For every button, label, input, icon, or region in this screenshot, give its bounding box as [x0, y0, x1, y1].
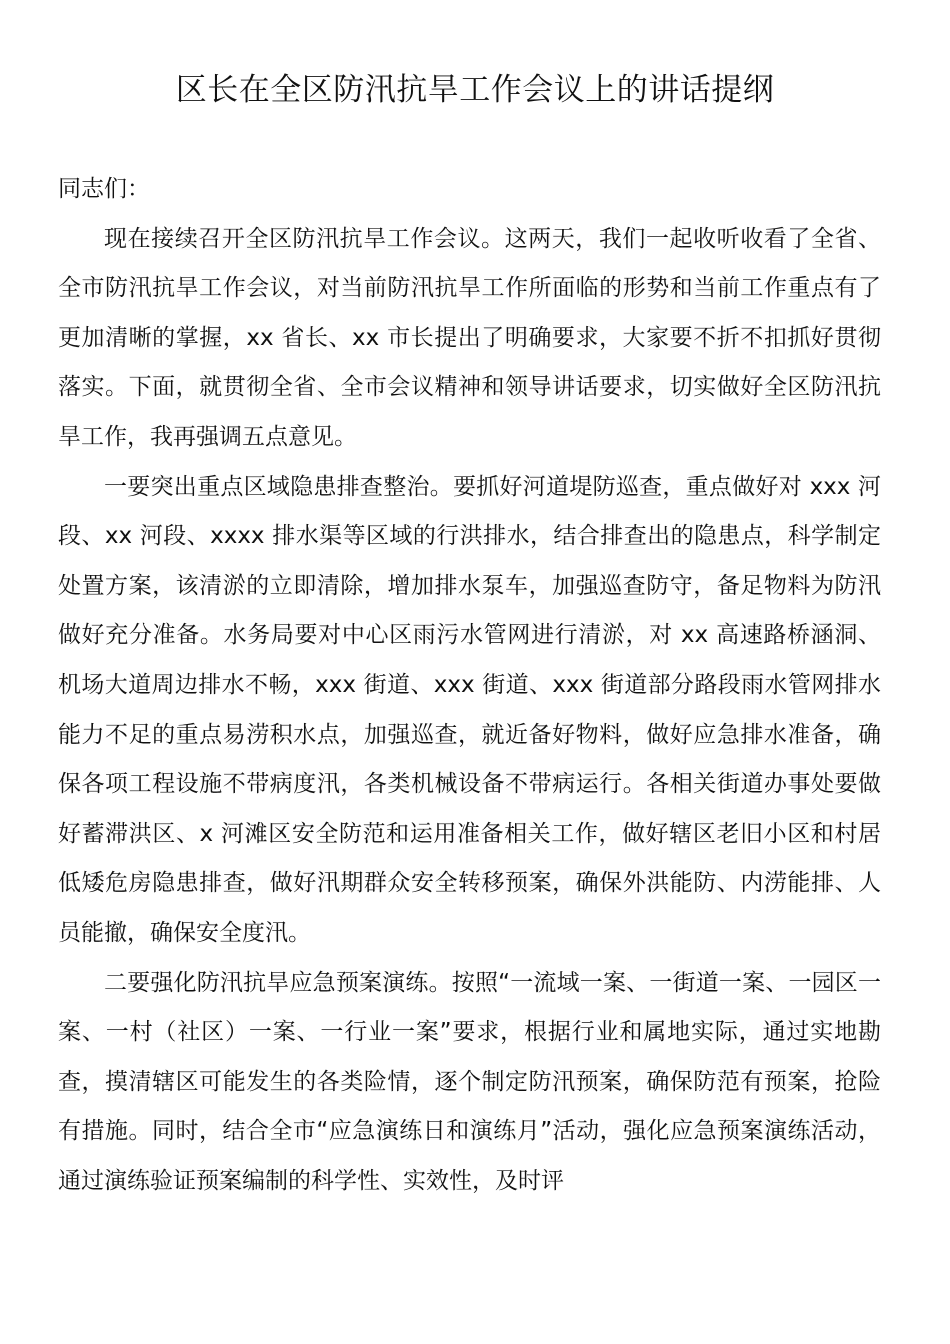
document-title: 区长在全区防汛抗旱工作会议上的讲话提纲: [175, 72, 775, 108]
salutation: 同志们：: [58, 176, 150, 202]
paragraph-intro: 现在接续召开全区防汛抗旱工作会议。这两天，我们一起收听收看了全省、全市防汛抗旱工作会议，对当前防汛抗旱工作所面临的形势和当前工作重点有了更加清晰的掌握，xx 省长、xx 市长提出了明确要求，大家要不折不扣抓好贯彻落实。下面，就贯彻全省、全市会议精神和领导讲话要求，切实做好全区防汛抗旱工作，我再强调五点意见。: [58, 225, 881, 450]
paragraph-point-one: 一要突出重点区域隐患排查整治。要抓好河道堤防巡查，重点做好对 xxx 河段、xx 河段、xxxx 排水渠等区域的行洪排水，结合排查出的隐患点，科学制定处置方案，该清淤的立即清除，增加排水泵车，加强巡查防守，备足物料为防汛做好充分准备。水务局要对中心区雨污水管网进行清淤，对 xx 高速路桥涵洞、机场大道周边排水不畅，xxx 街道、xxx 街道、xxx 街道部分路段雨水管网排水能力不足的重点易涝积水点，加强巡查，就近备好物料，做好应急排水准备，确保各项工程设施不带病度汛，各类机械设备不带病运行。各相关街道办事处要做好蓄滞洪区、x 河滩区安全防范和运用准备相关工作，做好辖区老旧小区和村居低矮危房隐患排查，做好汛期群众安全转移预案，确保外洪能防、内涝能排、人员能撤，确保安全度汛。: [58, 473, 881, 946]
document-body: [58, 165, 881, 1206]
paragraph-point-two: 二要强化防汛抗旱应急预案演练。按照“一流域一案、一街道一案、一园区一案、一村（社区）一案、一行业一案”要求，根据行业和属地实际，通过实地勘查，摸清辖区可能发生的各类险情，逐个制定防汛预案，确保防范有预案，抢险有措施。同时，结合全市“应急演练日和演练月”活动，强化应急预案演练活动，通过演练验证预案编制的科学性、实效性，及时评: [58, 969, 881, 1194]
